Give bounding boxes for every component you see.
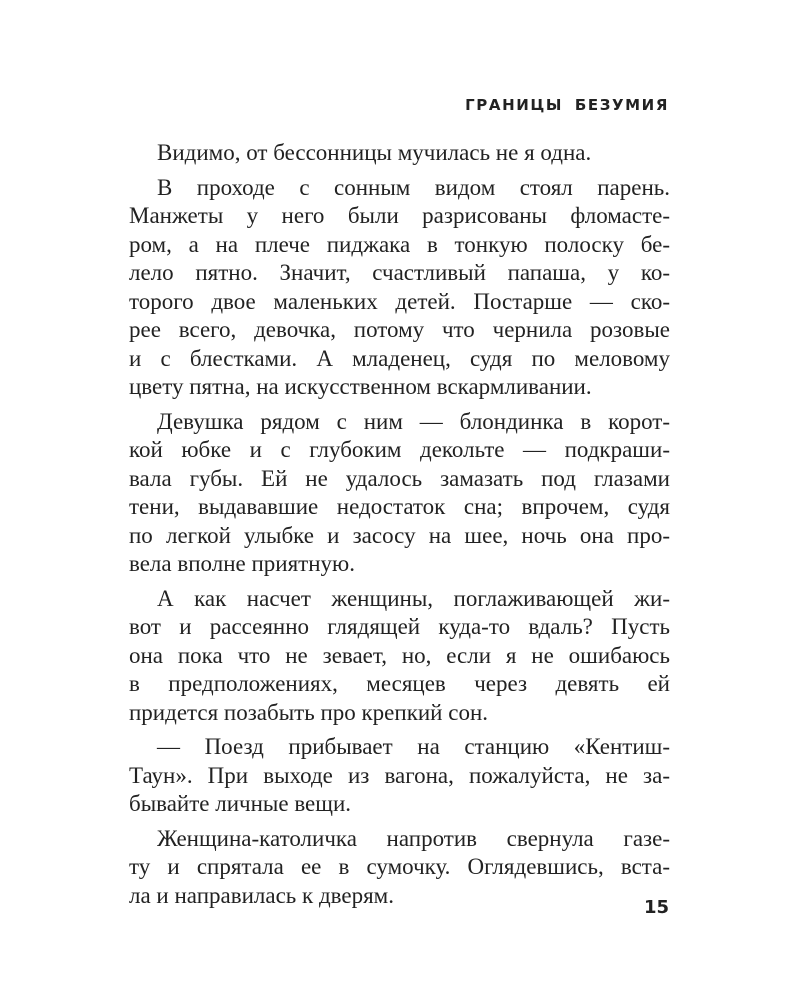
text-line: Манжеты у него были разрисованы фломасте- (129, 203, 670, 228)
text-line: торого двое маленьких детей. Постарше — ско- (129, 288, 670, 314)
text-line: Видимо, от бессонницы мучилась не я одна. (157, 140, 592, 165)
text-line: она пока что не зевает, но, если я не ошибаюсь (129, 642, 670, 668)
page-number: 15 (643, 897, 669, 918)
text-line: тени, выдававшие недостаток сна; впрочем, судя (129, 494, 670, 519)
text-line: ту и спрятала ее в сумочку. Оглядевшись, вста- (129, 854, 670, 879)
text-line: вот и рассеянно глядящей куда-то вдаль? Пусть (129, 614, 670, 639)
text-line: ла и направилась к дверям. (129, 882, 394, 908)
text-line: и с блестками. А младенец, судя по меловому (129, 345, 670, 371)
running-header: ГРАНИЦЫ БЕЗУМИЯ (465, 96, 669, 114)
text-line: придется позабыть про крепкий сон. (129, 699, 489, 725)
text-line: — Поезд прибывает на станцию «Кентиш- (157, 734, 670, 759)
text-line: Таун». При выходе из вагона, пожалуйста, не за- (129, 762, 670, 788)
text-line: бывайте личные вещи. (129, 791, 352, 816)
text-line: лело пятно. Значит, счастливый папаша, у ко- (129, 260, 670, 285)
text-line: кой юбке и с глубоким декольте — подкраши- (129, 437, 670, 462)
text-line: цвету пятна, на искусственном вскармливании. (129, 374, 592, 399)
text-line: вала губы. Ей не удалось замазать под глазами (129, 465, 670, 491)
text-line: ром, а на плече пиджака в тонкую полоску бе- (129, 231, 670, 257)
text-line: А как насчет женщины, поглаживающей жи- (157, 585, 670, 611)
text-line: В проходе с сонным видом стоял парень. (157, 174, 670, 200)
text-line: вела вполне приятную. (129, 551, 355, 576)
text-line: Женщина-католичка напротив свернула газе- (157, 825, 670, 851)
text-line: Девушка рядом с ним — блондинка в корот- (157, 408, 670, 434)
text-line: рее всего, девочка, потому что чернила розовые (129, 317, 670, 342)
text-line: в предположениях, месяцев через девять ей (129, 671, 670, 696)
text-line: по легкой улыбке и засосу на шее, ночь она про- (129, 522, 670, 548)
body-text (129, 139, 670, 910)
